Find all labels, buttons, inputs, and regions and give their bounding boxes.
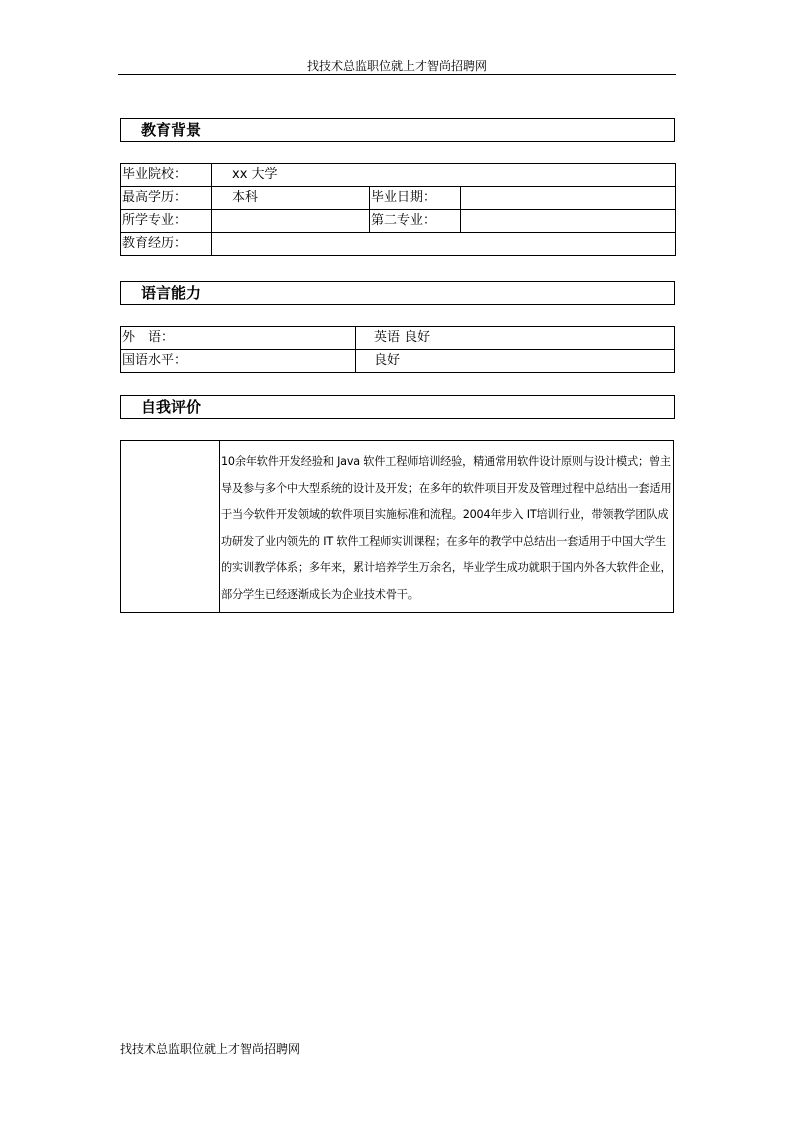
table-row	[121, 210, 676, 233]
self-eval-divider	[219, 441, 220, 612]
grad-date-label: 毕业日期：	[370, 187, 461, 210]
table-row	[121, 233, 676, 256]
section-education-header	[120, 118, 675, 142]
experience-label: 教育经历：	[121, 233, 212, 256]
section-self-eval-header	[120, 395, 675, 419]
grad-date-value	[461, 187, 676, 210]
second-major-label: 第二专业：	[370, 210, 461, 233]
table-row	[121, 164, 676, 187]
table-row	[121, 327, 675, 350]
school-value: xx 大学	[212, 164, 676, 187]
degree-value: 本科	[212, 187, 370, 210]
self-eval-box	[120, 440, 674, 613]
mandarin-value: 良好	[356, 350, 675, 373]
table-row	[121, 187, 676, 210]
section-language-title: 语言能力	[141, 284, 202, 302]
major-value	[212, 210, 370, 233]
table-row	[121, 350, 675, 373]
section-self-eval-title: 自我评价	[141, 398, 202, 416]
page-header: 找技术总监职位就上才智尚招聘网	[306, 59, 487, 73]
language-table	[120, 326, 675, 373]
foreign-language-label: 外 语：	[121, 327, 356, 350]
mandarin-label: 国语水平：	[121, 350, 356, 373]
header-divider	[118, 74, 676, 75]
education-table	[120, 163, 676, 256]
school-label: 毕业院校：	[121, 164, 212, 187]
page-footer: 找技术总监职位就上才智尚招聘网	[120, 1042, 301, 1056]
self-eval-text: 10余年软件开发经验和 Java 软件工程师培训经验，精通常用软件设计原则与设计模式；曾主导及参与多个中大型系统的设计及开发；在多年的软件项目开发及管理过程中总结出一套适用于当今软件开发领域的软件项目实施标准和流程。2004年步入 IT培训行业，带领教学团队成功研发了业内领先的 IT 软件工程师实训课程；在多年的教学中总结出一套适用于中国大学生的实训教学体系；多年来，累计培养学生万余名，毕业学生成功就职于国内外各大软件企业，部分学生已经逐渐成长为企业技术骨干。	[221, 455, 672, 601]
second-major-value	[461, 210, 676, 233]
section-education-title: 教育背景	[141, 121, 202, 139]
experience-value	[212, 233, 676, 256]
foreign-language-value: 英语 良好	[356, 327, 675, 350]
section-language-header	[120, 281, 675, 305]
degree-label: 最高学历：	[121, 187, 212, 210]
major-label: 所学专业：	[121, 210, 212, 233]
